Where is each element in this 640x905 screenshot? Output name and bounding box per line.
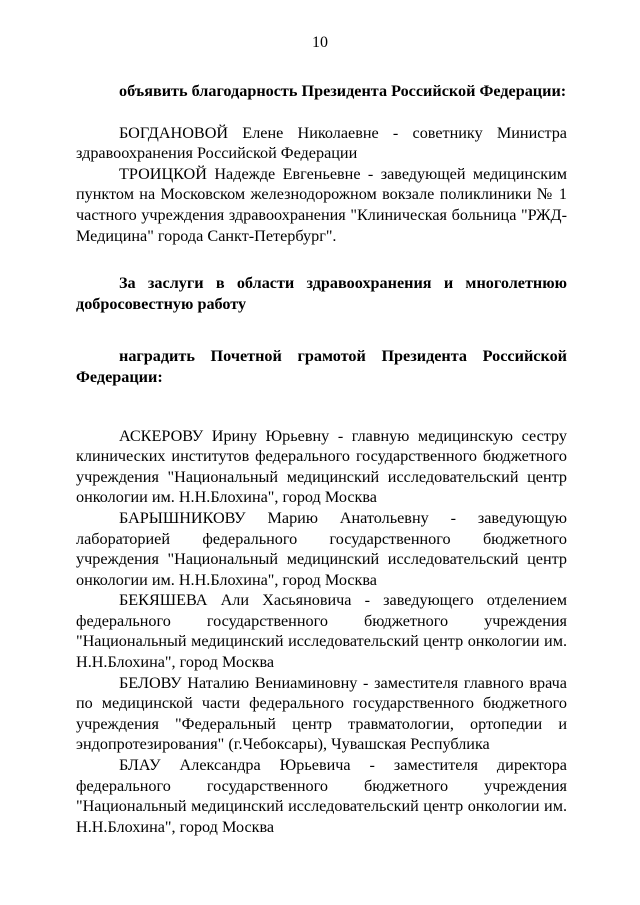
thanks-entry: БОГДАНОВОЙ Елене Николаевне - советнику Министра здравоохранения Российской Федерации [76,123,567,163]
award-entry: БЕЛОВУ Наталию Вениаминовну - заместителя главного врача по медицинской части федерального государственного бюджетного учреждения "Федеральный центр травматологии, ортопедии и эндопротезирования" (г.Чебоксары), Чувашская Республика [76,673,567,754]
award-entry: АСКЕРОВУ Ирину Юрьевну - главную медицинскую сестру клинических институтов федерального государственного бюджетного учреждения "Национальный медицинский исследовательский центр онкологии им. Н.Н.Блохина", город Москва [76,426,567,507]
award-entry: БЛАУ Александра Юрьевича - заместителя директора федерального государственного бюджетного учреждения "Национальный медицинский исследовательский центр онкологии им. Н.Н.Блохина", город Москва [76,756,567,836]
page-number: 10 [312,34,328,51]
award-entry: БАРЫШНИКОВУ Марию Анатольевну - заведующую лабораторией федерального государственного бюджетного учреждения "Национальный медицинский исследовательский центр онкологии им. Н.Н.Блохина", город Москва [76,508,567,589]
award-heading: наградить Почетной грамотой Президента Российской Федерации: [76,347,567,386]
document-body [76,81,567,837]
merit-heading: За заслуги в области здравоохранения и многолетнюю добросовестную работу [76,274,567,313]
thanks-entry: ТРОИЦКОЙ Надежде Евгеньевне - заведующей медицинским пунктом на Московском железнодорожном вокзале поликлиники № 1 частного учреждения здравоохранения "Клиническая больница "РЖД-Медицина" города Санкт-Петербург". [76,164,567,245]
award-entry: БЕКЯШЕВА Али Хасьяновича - заведующего отделением федерального государственного бюджетного учреждения "Национальный медицинский исследовательский центр онкологии им. Н.Н.Блохина", город Москва [76,591,567,672]
thanks-heading: объявить благодарность Президента Российской Федерации: [119,82,567,100]
